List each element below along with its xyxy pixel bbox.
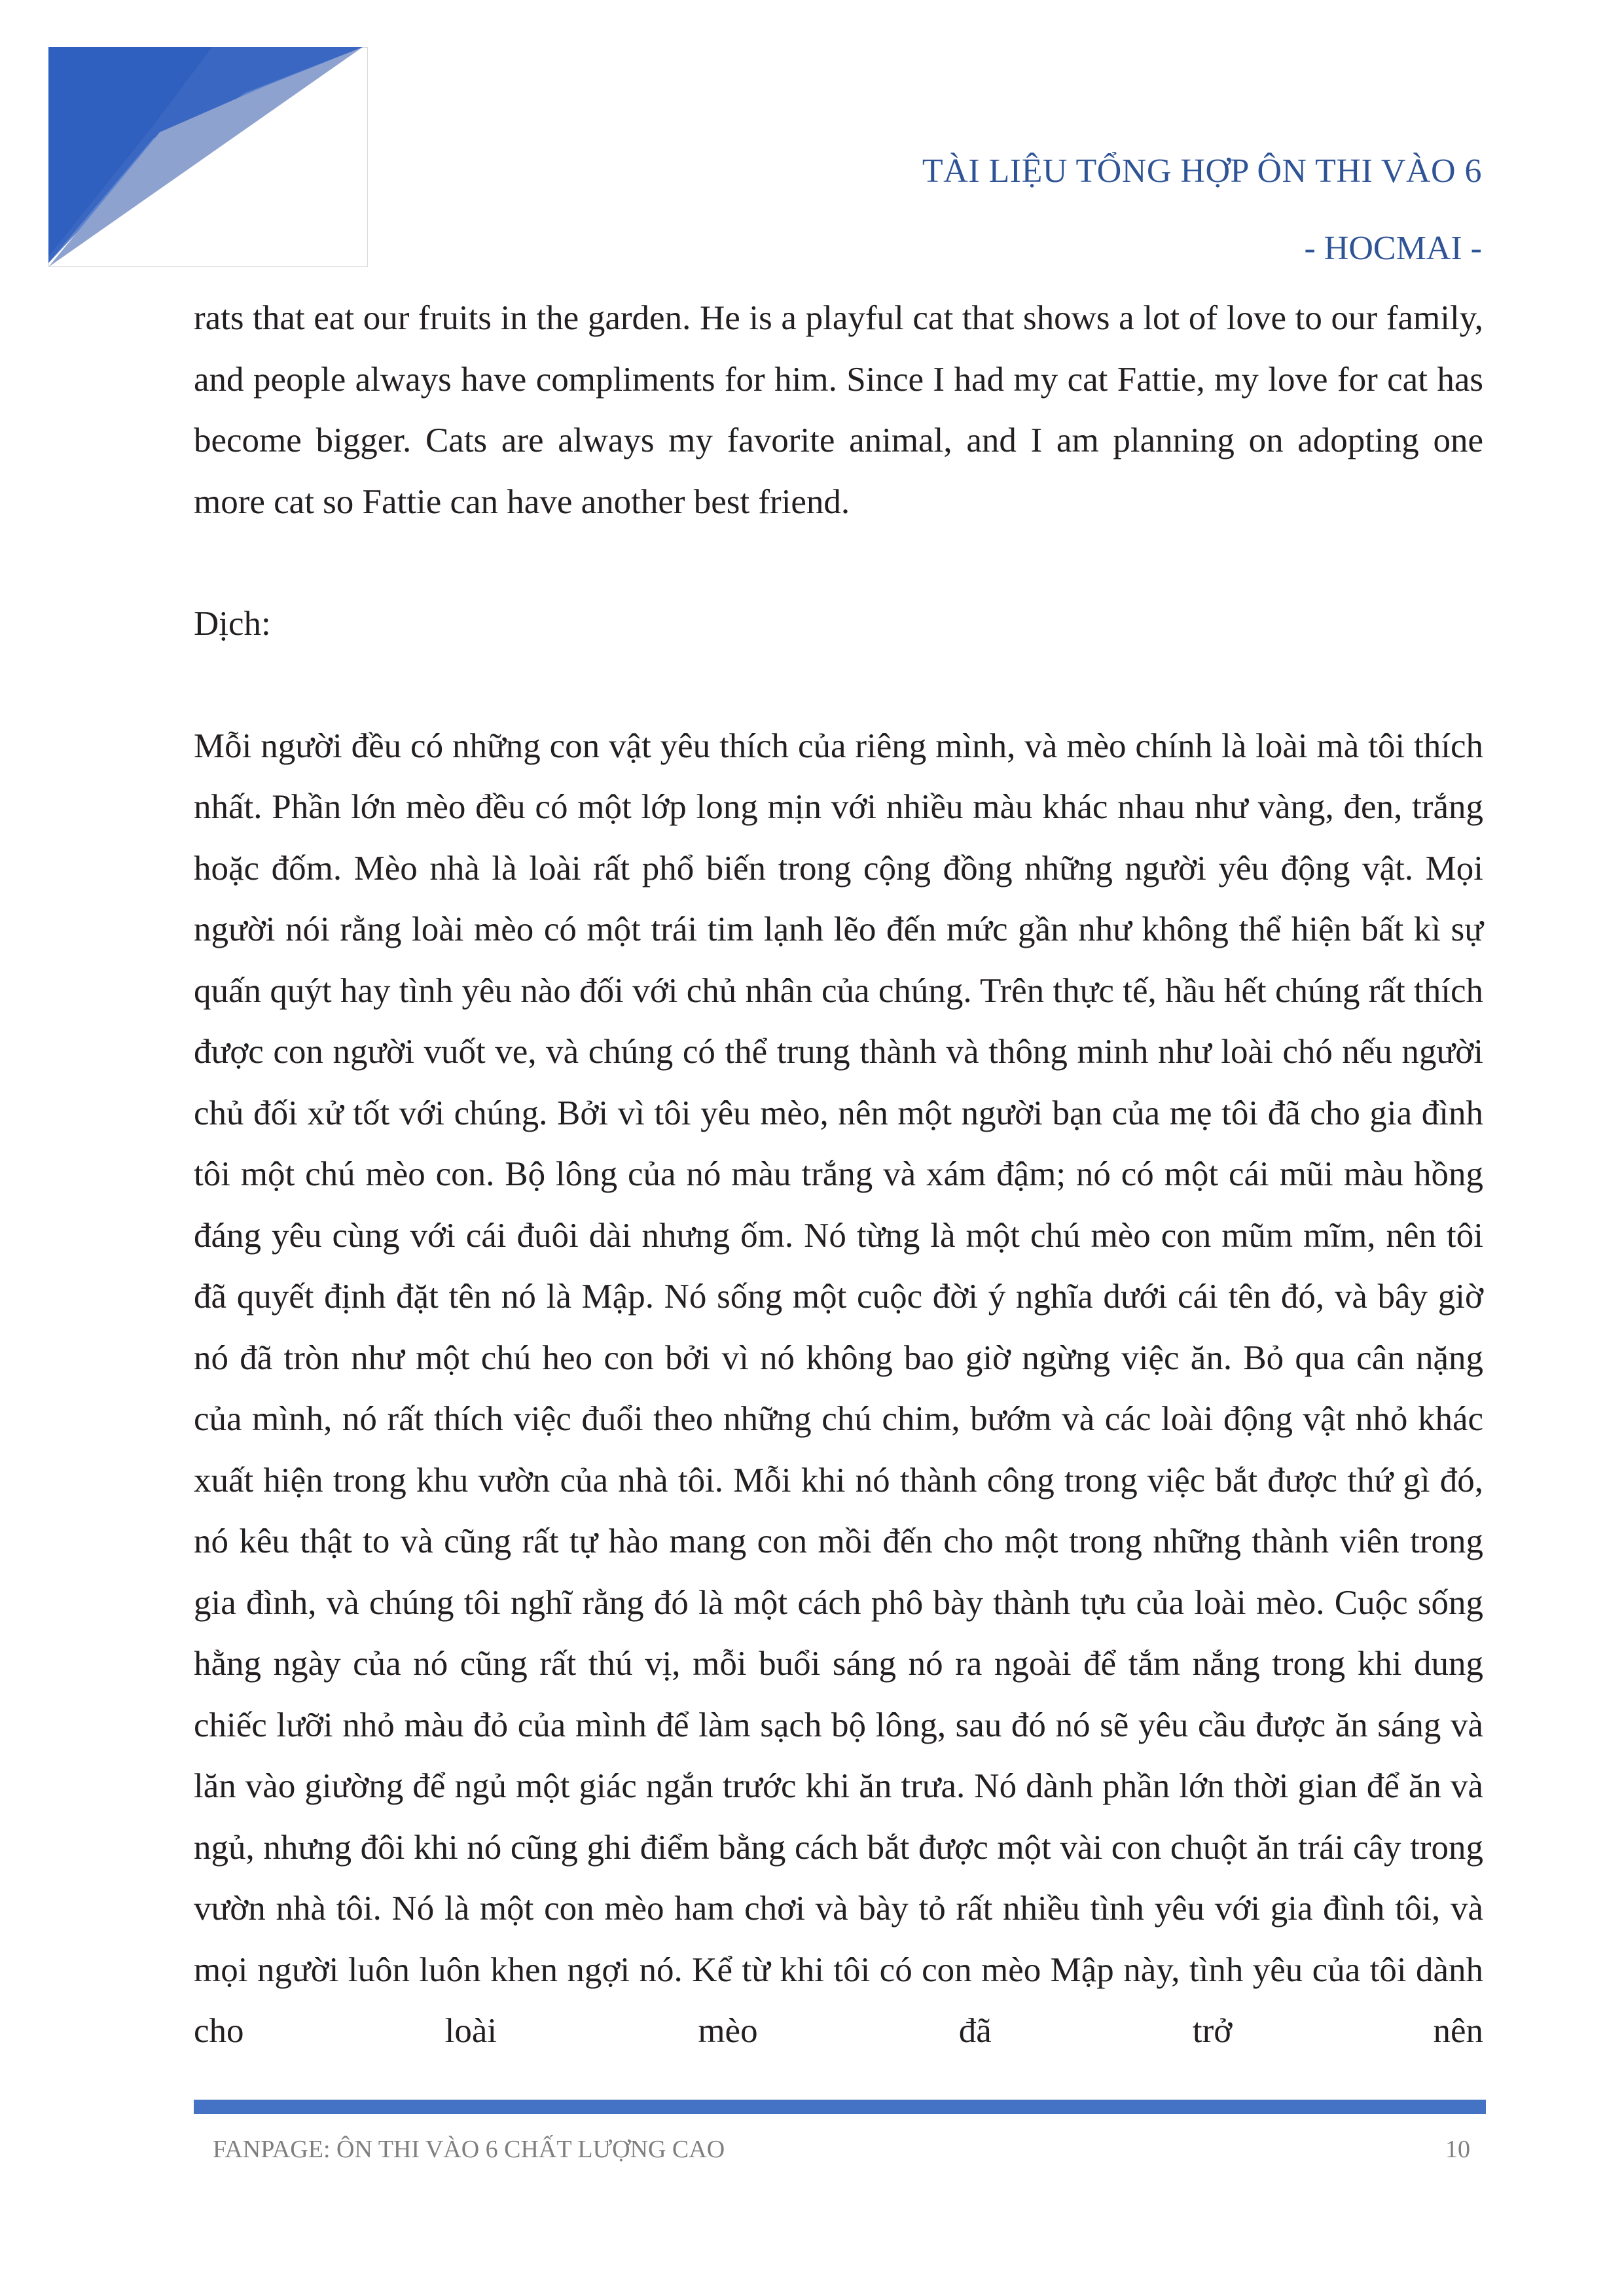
hocmai-logo: [48, 47, 368, 267]
footer-fanpage: FANPAGE: ÔN THI VÀO 6 CHẤT LƯỢNG CAO: [213, 2136, 725, 2163]
translation-label: Dịch:: [194, 605, 271, 643]
document-subtitle: - HOCMAI -: [1304, 230, 1482, 267]
page-number: 10: [1445, 2136, 1470, 2163]
english-paragraph-ending: rats that eat our fruits in the garden. He is a playful cat that shows a lot of love to our family, and people always have compliments for him. Since I had my cat Fattie, my love for cat has become bigger. Cats are always my favorite animal, and I am planning on adopting one more cat so Fattie can have another best friend.: [194, 299, 1483, 521]
translation-paragraph: Mỗi người đều có những con vật yêu thích của riêng mình, và mèo chính là loài mà tôi thích nhất. Phần lớn mèo đều có một lớp long mịn với nhiều màu khác nhau như vàng, đen, trắng hoặc đốm. Mèo nhà là loài rất phổ biến trong cộng đồng những người yêu động vật. Mọi người nói rằng loài mèo có một trái tim lạnh lẽo đến mức gần như không thể hiện bất kì sự quấn quýt hay tình yêu nào đối với chủ nhân của chúng. Trên thực tế, hầu hết chúng rất thích được con người vuốt ve, và chúng có thể trung thành và thông minh như loài chó nếu người chủ đối xử tốt với chúng. Bởi vì tôi yêu mèo, nên một người bạn của mẹ tôi đã cho gia đình tôi một chú mèo con. Bộ lông của nó màu trắng và xám đậm; nó có một cái mũi màu hồng đáng yêu cùng với cái đuôi dài nhưng ốm. Nó từng là một chú mèo con mũm mĩm, nên tôi đã quyết định đặt tên nó là Mập. Nó sống một cuộc đời ý nghĩa dưới cái tên đó, và bây giờ nó đã tròn như một chú heo con bởi vì nó không bao giờ ngừng việc ăn. Bỏ qua cân nặng của mình, nó rất thích việc đuổi theo những chú chim, bướm và các loài động vật nhỏ khác xuất hiện trong khu vườn của nhà tôi. Mỗi khi nó thành công trong việc bắt được thứ gì đó, nó kêu thật to và cũng rất tự hào mang con mồi đến cho một trong những thành viên trong gia đình, và chúng tôi nghĩ rằng đó là một cách phô bày thành tựu của loài mèo. Cuộc sống hằng ngày của nó cũng rất thú vị, mỗi buổi sáng nó ra ngoài để tắm nắng trong khi dung chiếc lưỡi nhỏ màu đỏ của mình để làm sạch bộ lông, sau đó nó sẽ yêu cầu được ăn sáng và lăn vào giường để ngủ một giác ngắn trước khi ăn trưa. Nó dành phần lớn thời gian để ăn và ngủ, nhưng đôi khi nó cũng ghi điểm bằng cách bắt được một vài con chuột ăn trái cây trong vườn nhà tôi. Nó là một con mèo ham chơi và bày tỏ rất nhiều tình yêu với gia đình tôi, và mọi người luôn luôn khen ngợi nó. Kể từ khi tôi có con mèo Mập này, tình yêu của tôi dành cho loài mèo đã trở nên: [194, 726, 1483, 2050]
page-content: [194, 288, 1483, 2062]
footer-divider: [194, 2100, 1486, 2114]
document-title: TÀI LIỆU TỔNG HỢP ÔN THI VÀO 6: [922, 152, 1482, 190]
